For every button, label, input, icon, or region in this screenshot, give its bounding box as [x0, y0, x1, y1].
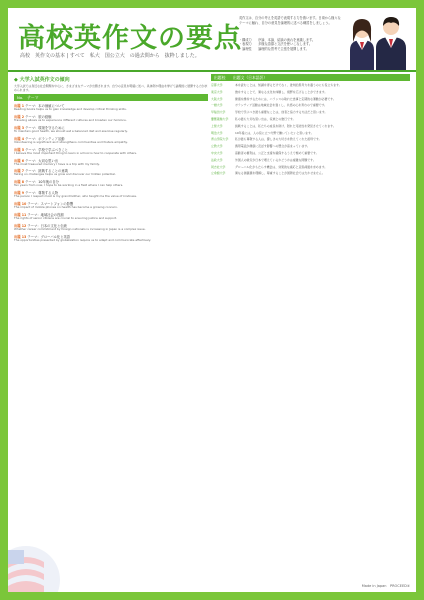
entry-heading: テーマ：環境を守るために: [25, 125, 65, 130]
translation-text: 学校で学ぶべき最も重要なことは、他者と協力する方法だと思います。: [235, 110, 328, 115]
topic-entry: [14, 148, 208, 156]
university-label: 同志社大学: [211, 164, 226, 169]
translation-row: [211, 111, 410, 115]
entry-number: 出題 7: [14, 169, 25, 174]
entry-number: 出題 10: [14, 202, 27, 207]
entry-number: 出題 4: [14, 136, 25, 141]
topic-entry: [14, 213, 208, 221]
footer-credit: Made in Japan PROCEED④: [361, 584, 410, 588]
university-label: 青山学院大学: [211, 137, 229, 142]
topic-entry: [14, 137, 208, 145]
translation-row: [211, 132, 410, 136]
page-title: 高校英作文の要点: [18, 23, 242, 54]
subtitle: 高校 英作文の基本 | すべて 私大 国公立大 の過去問から 抜粋しました。: [20, 53, 200, 59]
translation-text: 携帯電話が健康に及ぼす影響への懸念が高まっています。: [235, 144, 310, 149]
entry-heading: テーマ：ボランティア活動: [25, 136, 65, 141]
entry-text: Volunteering is significant as it strengthens communities and fosters empathy.: [14, 139, 128, 144]
entry-heading: テーマ：地域社会の役割: [27, 213, 64, 218]
entry-number: 出題 8: [14, 180, 25, 185]
topic-entry: [14, 191, 208, 199]
students-illustration: [340, 10, 412, 70]
entry-number: 出題 1: [14, 104, 25, 108]
entry-number: 出題 6: [14, 158, 25, 163]
translation-row: [211, 84, 410, 88]
university-label: 中央大学: [211, 150, 223, 155]
translation-text: グローバル化がもたらす機会は、効果的な適応と意思疎通を求めます。: [235, 164, 328, 169]
entry-heading: テーマ：旅の経験: [25, 114, 52, 119]
university-label: 慶應義塾大学: [211, 116, 229, 121]
left-column: [14, 74, 208, 243]
right-column-header: 出題校 出題文（日本語訳）: [211, 74, 410, 81]
translation-text: ボランティア活動は地域社会を強くし、共感の心を育むので重要です。: [235, 103, 328, 108]
translation-row: [211, 166, 410, 170]
translation-text: 旅をすることで、異なる文化を体験し、視野を広げることができます。: [235, 89, 328, 94]
university-label: 東京大学: [211, 89, 223, 94]
topic-entry: [14, 235, 208, 243]
university-label: 法政大学: [211, 157, 223, 162]
entry-text: Taking on challenges helps us grow and discover our hidden potential.: [14, 172, 116, 177]
translation-text: 私の最も大切な思い出は、家族との旅行です。: [235, 116, 296, 121]
topic-entry: [14, 115, 208, 123]
left-column-header: No. テーマ: [14, 94, 208, 101]
entry-number: 出題 9: [14, 191, 25, 196]
translation-row: [211, 98, 410, 102]
section-heading: ◆ 大学入試英作文の傾向: [14, 77, 70, 83]
entry-heading: テーマ：スマートフォンの影響: [27, 202, 74, 207]
section-text: 大学入試では身近な社会問題を中心に、さまざまなテーマが出題されます。自分の意見を明確に述べ、具体例や理由を挙げて論理的に展開する力が求められます。: [14, 84, 208, 92]
entry-text: To maintain good health, we should eat a balanced diet and exercise regularly.: [14, 128, 128, 133]
entry-text: The rights of senior citizens are crucial to ensuring justice and support.: [14, 216, 118, 221]
translation-text: 外国人の就労が日本で増えているかどうかは複雑な問題です。: [235, 157, 316, 162]
university-label: 大阪大学: [211, 96, 223, 101]
intro-text: 英作文は、自分の考えを英語で表現する力を養います。日頃から様々なテーマに触れ、自分の意見を論理的に述べる練習をしましょう。: [239, 16, 341, 25]
entry-text: Traveling allows us to experience different cultures and broaden our horizons.: [14, 117, 127, 122]
translation-row: [211, 152, 410, 156]
entry-heading: テーマ：尊敬する人物: [25, 191, 59, 196]
poster: [8, 8, 416, 592]
intro-item: ・表現力 多様な語彙と文法を使いこなします。: [239, 42, 313, 47]
translation-text: 高齢者の権利は、公正と支援を確保するうえで極めて重要です。: [235, 150, 319, 155]
intro-list: [239, 38, 347, 51]
translation-text: 異なる価値観を理解し、尊重することが国際社会では欠かせません。: [235, 171, 325, 176]
topic-entry: [14, 104, 208, 112]
flag-decoration-icon: [8, 522, 68, 592]
entry-number: 出題 11: [14, 213, 27, 218]
entry-heading: テーマ：本の価値について: [25, 104, 65, 108]
topic-entry: [14, 159, 208, 167]
entry-text: The opportunities presented by globalization require us to adapt and communicate effectively.: [14, 237, 151, 242]
entry-text: The most treasured memory I have is a trip with my family.: [14, 161, 100, 166]
topic-entry: [14, 224, 208, 232]
topic-entry: [14, 126, 208, 134]
entry-heading: テーマ：日本の文化と伝統: [27, 223, 67, 228]
topic-entry: [14, 169, 208, 177]
entry-text: The impact of mobile phones on health has become a growing concern.: [14, 205, 118, 210]
entry-text: I believe the most important thing to learn in school is how to cooperate with others.: [14, 150, 137, 155]
entry-number: 出題 13: [14, 234, 27, 239]
entry-heading: テーマ：10年後の自分: [25, 180, 59, 185]
entry-heading: テーマ：グローバル化と英語: [27, 234, 71, 239]
translation-text: 私が最も尊敬する人は、優しさの大切さを教えてくれた祖母です。: [235, 137, 322, 142]
university-label: 早稲田大学: [211, 110, 226, 115]
entry-text: Whether career commitment by foreign nationals is increasing in Japan is a complex issue.: [14, 226, 146, 231]
translation-row: [211, 145, 410, 149]
university-label: 一橋大学: [211, 103, 223, 108]
intro-item: ・論理性 論理的な思考で主張を展開します。: [239, 46, 309, 51]
header-divider: [8, 70, 416, 72]
university-label: 上智大学: [211, 123, 223, 128]
translation-row: [211, 172, 410, 176]
translation-row: [211, 91, 410, 95]
translation-row: [211, 138, 410, 142]
translation-row: [211, 104, 410, 108]
right-column: [211, 74, 410, 176]
translation-row: [211, 118, 410, 122]
intro-item: ・構成力 序論、本論、結論の流れを意識します。: [239, 38, 316, 42]
translation-text: 10年後には、人の役に立つ分野で働いていたいと思います。: [235, 130, 314, 135]
university-label: 立命館大学: [211, 171, 226, 176]
entry-number: 出題 2: [14, 114, 25, 119]
translation-text: 健康を維持するためには、バランスの取れた食事と定期的な運動が必要です。: [235, 96, 336, 101]
entry-heading: テーマ：挑戦することの意義: [25, 169, 68, 174]
translation-text: 本を読むことは、知識を得るだけでなく、批判的思考力を養うのにも役立ちます。: [235, 83, 342, 87]
translation-text: 挑戦することは、私たちの成長を助け、隠れた可能性を発見させてくれます。: [235, 123, 336, 128]
university-label: 立教大学: [211, 144, 223, 149]
topic-entry: [14, 180, 208, 188]
topic-entry: [14, 202, 208, 210]
university-label: 京都大学: [211, 83, 223, 87]
translation-row: [211, 159, 410, 163]
entry-number: 出題 5: [14, 147, 25, 152]
entry-text: Ten years from now, I hope to be working in a field where I can help others.: [14, 183, 124, 188]
entry-number: 出題 3: [14, 125, 25, 130]
entry-text: Reading books helps us to gain knowledge and develop critical thinking skills.: [14, 107, 127, 111]
entry-text: The person I respect most is my grandmother, who taught me the value of kindness.: [14, 194, 137, 199]
entry-heading: テーマ：大切な思い出: [25, 158, 59, 163]
entry-number: 出題 12: [14, 223, 27, 228]
university-label: 明治大学: [211, 130, 223, 135]
translation-row: [211, 125, 410, 129]
entry-heading: テーマ：学校で学ぶべきこと: [25, 147, 68, 152]
star-icon: ◆: [14, 77, 20, 83]
